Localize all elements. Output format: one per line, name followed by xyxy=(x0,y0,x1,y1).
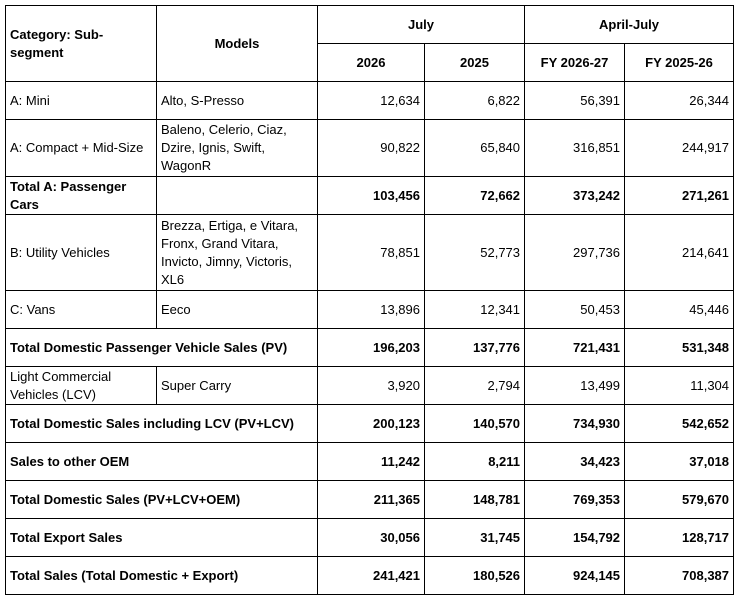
row-fy-2025-26: 26,344 xyxy=(625,82,734,120)
row-jul-2025: 12,341 xyxy=(425,291,525,329)
row-fy-2026-27: 769,353 xyxy=(525,481,625,519)
row-fy-2025-26: 214,641 xyxy=(625,215,734,291)
header-models: Models xyxy=(157,6,318,82)
header-category: Category: Sub-segment xyxy=(6,6,157,82)
row-fy-2025-26: 11,304 xyxy=(625,367,734,405)
row-models: Brezza, Ertiga, e Vitara, Fronx, Grand Vitara, Invicto, Jimny, Victoris, XL6 xyxy=(157,215,318,291)
row-jul-2025: 2,794 xyxy=(425,367,525,405)
row-fy-2026-27: 924,145 xyxy=(525,557,625,595)
table-row xyxy=(6,82,734,120)
row-category: A: Compact + Mid-Size xyxy=(6,120,157,177)
row-fy-2026-27: 734,930 xyxy=(525,405,625,443)
row-jul-2026: 211,365 xyxy=(318,481,425,519)
row-category: Light Commercial Vehicles (LCV) xyxy=(6,367,157,405)
row-jul-2025: 180,526 xyxy=(425,557,525,595)
row-jul-2025: 72,662 xyxy=(425,177,525,215)
table-row xyxy=(6,120,734,177)
table-row xyxy=(6,481,734,519)
row-jul-2025: 140,570 xyxy=(425,405,525,443)
row-fy-2025-26: 271,261 xyxy=(625,177,734,215)
table-row xyxy=(6,329,734,367)
row-category: C: Vans xyxy=(6,291,157,329)
row-category: B: Utility Vehicles xyxy=(6,215,157,291)
row-fy-2026-27: 56,391 xyxy=(525,82,625,120)
row-fy-2025-26: 579,670 xyxy=(625,481,734,519)
row-fy-2026-27: 297,736 xyxy=(525,215,625,291)
table-row xyxy=(6,405,734,443)
row-category: A: Mini xyxy=(6,82,157,120)
row-jul-2026: 200,123 xyxy=(318,405,425,443)
row-fy-2025-26: 244,917 xyxy=(625,120,734,177)
row-jul-2026: 3,920 xyxy=(318,367,425,405)
row-jul-2026: 30,056 xyxy=(318,519,425,557)
row-category: Total A: Passenger Cars xyxy=(6,177,157,215)
row-fy-2026-27: 721,431 xyxy=(525,329,625,367)
row-fy-2025-26: 531,348 xyxy=(625,329,734,367)
row-jul-2026: 12,634 xyxy=(318,82,425,120)
table-row xyxy=(6,177,734,215)
row-jul-2025: 65,840 xyxy=(425,120,525,177)
row-fy-2025-26: 128,717 xyxy=(625,519,734,557)
row-jul-2025: 52,773 xyxy=(425,215,525,291)
row-fy-2025-26: 37,018 xyxy=(625,443,734,481)
row-jul-2025: 137,776 xyxy=(425,329,525,367)
row-models xyxy=(157,177,318,215)
sales-table xyxy=(5,5,734,595)
row-fy-2026-27: 13,499 xyxy=(525,367,625,405)
header-fy-2026-27: FY 2026-27 xyxy=(525,44,625,82)
header-july: July xyxy=(318,6,525,44)
table-row xyxy=(6,443,734,481)
row-jul-2026: 11,242 xyxy=(318,443,425,481)
row-fy-2026-27: 373,242 xyxy=(525,177,625,215)
row-category: Total Domestic Sales including LCV (PV+LCV) xyxy=(6,405,318,443)
header-year-2025: 2025 xyxy=(425,44,525,82)
row-fy-2025-26: 542,652 xyxy=(625,405,734,443)
header-april-july: April-July xyxy=(525,6,734,44)
header-fy-2025-26: FY 2025-26 xyxy=(625,44,734,82)
row-jul-2026: 196,203 xyxy=(318,329,425,367)
row-jul-2026: 103,456 xyxy=(318,177,425,215)
row-models: Super Carry xyxy=(157,367,318,405)
row-fy-2025-26: 708,387 xyxy=(625,557,734,595)
row-fy-2026-27: 50,453 xyxy=(525,291,625,329)
row-jul-2025: 148,781 xyxy=(425,481,525,519)
table-row xyxy=(6,367,734,405)
row-jul-2025: 8,211 xyxy=(425,443,525,481)
row-category: Total Domestic Sales (PV+LCV+OEM) xyxy=(6,481,318,519)
row-fy-2026-27: 316,851 xyxy=(525,120,625,177)
row-category: Total Sales (Total Domestic + Export) xyxy=(6,557,318,595)
row-fy-2026-27: 34,423 xyxy=(525,443,625,481)
row-models: Alto, S-Presso xyxy=(157,82,318,120)
table-row xyxy=(6,215,734,291)
row-jul-2026: 90,822 xyxy=(318,120,425,177)
header-row-top xyxy=(6,6,734,44)
row-models: Eeco xyxy=(157,291,318,329)
row-fy-2026-27: 154,792 xyxy=(525,519,625,557)
row-jul-2025: 6,822 xyxy=(425,82,525,120)
row-jul-2026: 78,851 xyxy=(318,215,425,291)
table-row xyxy=(6,557,734,595)
row-category: Total Domestic Passenger Vehicle Sales (PV) xyxy=(6,329,318,367)
row-models: Baleno, Celerio, Ciaz, Dzire, Ignis, Swift, WagonR xyxy=(157,120,318,177)
header-year-2026: 2026 xyxy=(318,44,425,82)
row-category: Sales to other OEM xyxy=(6,443,318,481)
row-jul-2026: 13,896 xyxy=(318,291,425,329)
row-jul-2025: 31,745 xyxy=(425,519,525,557)
row-category: Total Export Sales xyxy=(6,519,318,557)
table-row xyxy=(6,519,734,557)
row-jul-2026: 241,421 xyxy=(318,557,425,595)
table-row xyxy=(6,291,734,329)
row-fy-2025-26: 45,446 xyxy=(625,291,734,329)
